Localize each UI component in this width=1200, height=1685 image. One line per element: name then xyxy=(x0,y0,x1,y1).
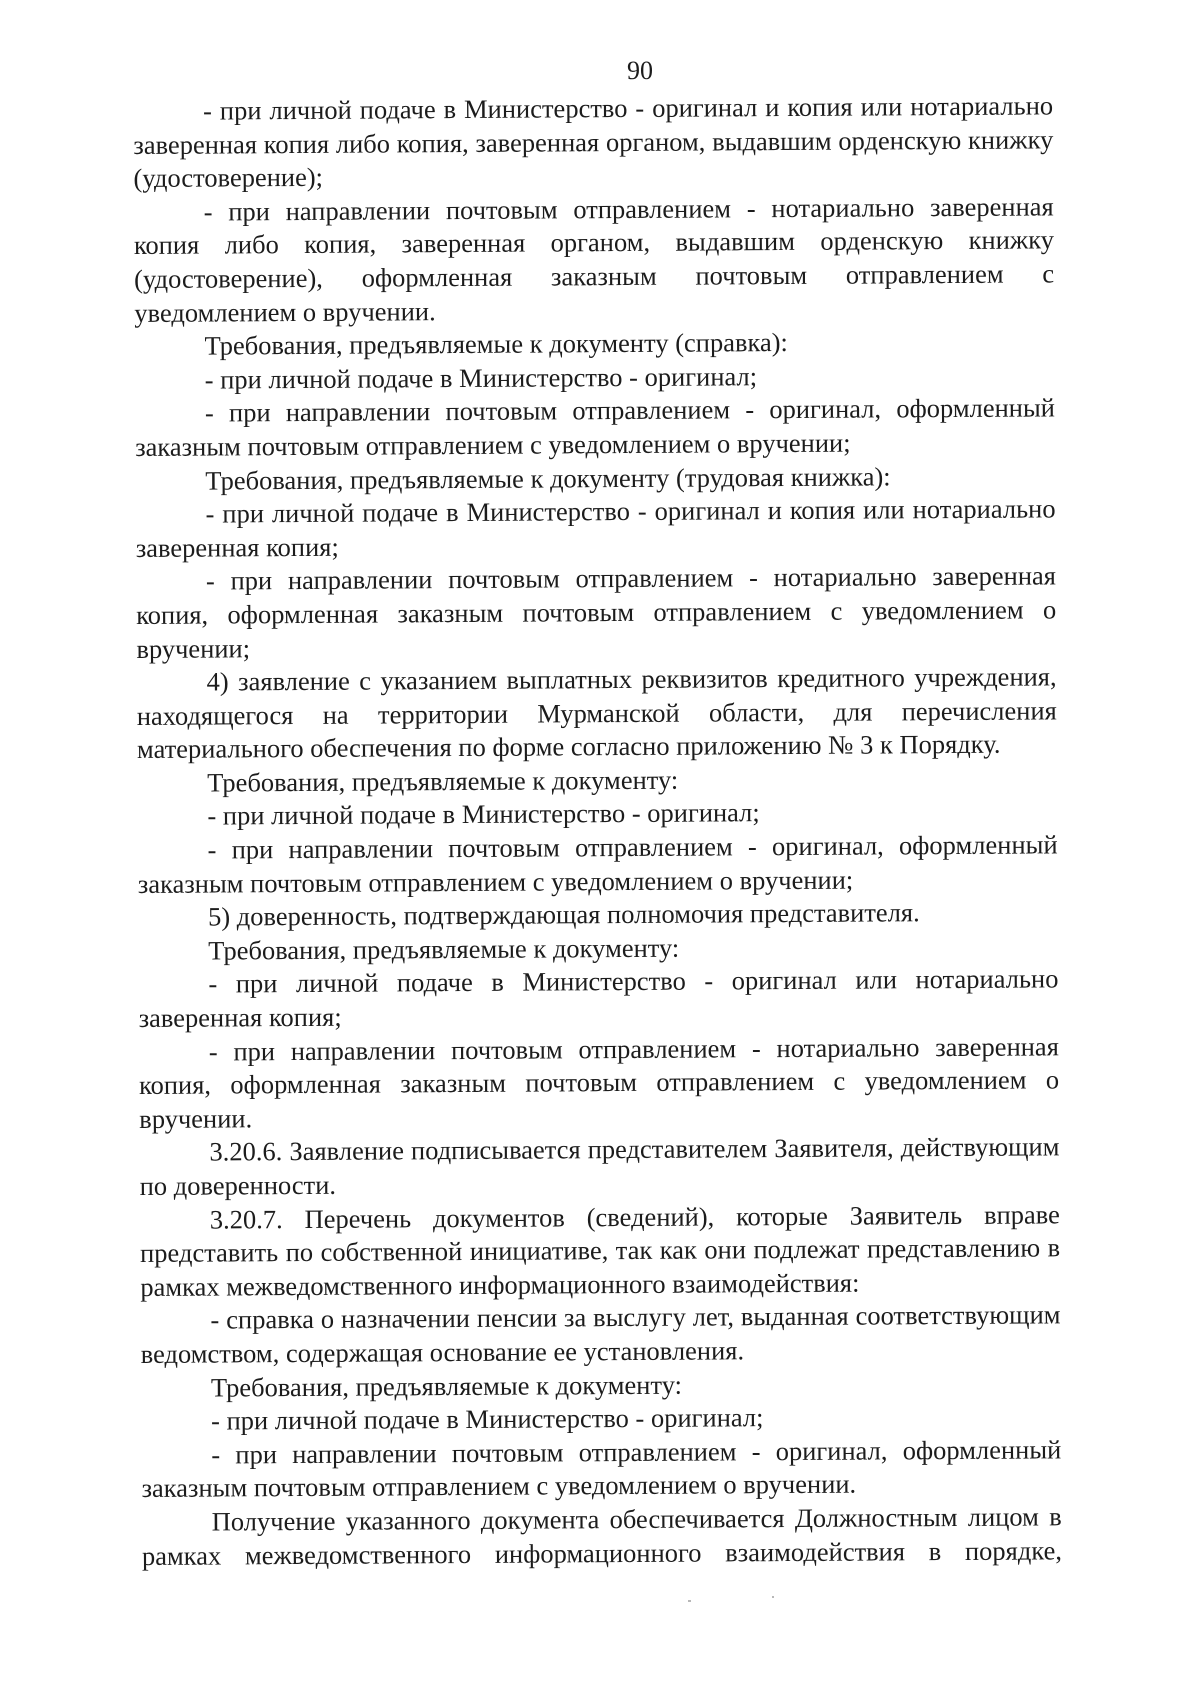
paragraph-7: - при личной подаче в Министерство - оригинал и копия или нотариально заверенная копия; xyxy=(135,493,1056,563)
paragraph-10: Требования, предъявляемые к документу: xyxy=(207,764,679,798)
paragraph-3: Требования, предъявляемые к документу (справка): xyxy=(204,327,788,361)
paragraph-18: 3.20.7. Перечень документов (сведений), которые Заявитель вправе представить по собственной инициативе, так как они подлежат представлению в рамках межведомственного информационного взаимодействия: xyxy=(139,1198,1061,1302)
scan-speck xyxy=(688,1600,691,1602)
paragraph-11: - при личной подаче в Министерство - оригинал; xyxy=(207,797,760,832)
paragraph-9: 4) заявление с указанием выплатных реквизитов кредитного учреждения, находящегося на территории Мурманской области, для перечисления материального обеспечения по форме согласно приложению № 3 к Порядку. xyxy=(136,661,1057,765)
paragraph-5: - при направлении почтовым отправлением - оригинал, оформленный заказным почтовым отправлением с уведомлением о вручении; xyxy=(135,392,1056,462)
document-body xyxy=(133,89,1062,1573)
scan-speck xyxy=(772,1596,774,1598)
paragraph-2: - при направлении почтовым отправлением - нотариально заверенная копия либо копия, заверенная органом, выдавшим орденскую книжку (удостоверение), оформленная заказным почтовым отправлением с уведомлением о вручении. xyxy=(133,191,1055,328)
paragraph-6: Требования, предъявляемые к документу (трудовая книжка): xyxy=(205,460,891,496)
paragraph-19: - справка о назначении пенсии за выслугу лет, выданная соответствующим ведомством, содержащая основание ее установления. xyxy=(140,1299,1061,1369)
paragraph-8: - при направлении почтовым отправлением - нотариально заверенная копия, оформленная заказным почтовым отправлением с уведомлением о вручении; xyxy=(136,560,1057,664)
paragraph-21: - при личной подаче в Министерство - оригинал; xyxy=(211,1402,764,1436)
paragraph-4: - при личной подаче в Министерство - оригинал; xyxy=(204,360,758,395)
paragraph-20: Требования, предъявляемые к документу: xyxy=(210,1369,682,1403)
paragraph-13: 5) доверенность, подтверждающая полномочия представителя. xyxy=(207,897,920,932)
paragraph-1: - при личной подаче в Министерство - оригинал и копия или нотариально заверенная копия либо копия, заверенная органом, выдавшим орденскую книжку (удостоверение); xyxy=(133,90,1054,194)
paragraph-22: - при направлении почтовым отправлением - оригинал, оформленный заказным почтовым отправлением с уведомлением о вручении. xyxy=(141,1434,1062,1504)
paragraph-16: - при направлении почтовым отправлением - нотариально заверенная копия, оформленная заказным почтовым отправлением с уведомлением о вручении. xyxy=(138,1030,1060,1134)
paragraph-12: - при направлении почтовым отправлением - оригинал, оформленный заказным почтовым отправлением с уведомлением о вручении; xyxy=(137,829,1058,899)
paragraph-23: Получение указанного документа обеспечивается Должностным лицом в рамках межведомственного информационного взаимодействия в порядке, xyxy=(141,1501,1062,1571)
page-number: 90 xyxy=(627,56,653,85)
paragraph-14: Требования, предъявляемые к документу: xyxy=(208,932,680,966)
paragraph-17: 3.20.6. Заявление подписывается представителем Заявителя, действующим по доверенности. xyxy=(139,1131,1060,1201)
paragraph-15: - при личной подаче в Министерство - оригинал или нотариально заверенная копия; xyxy=(138,963,1059,1034)
